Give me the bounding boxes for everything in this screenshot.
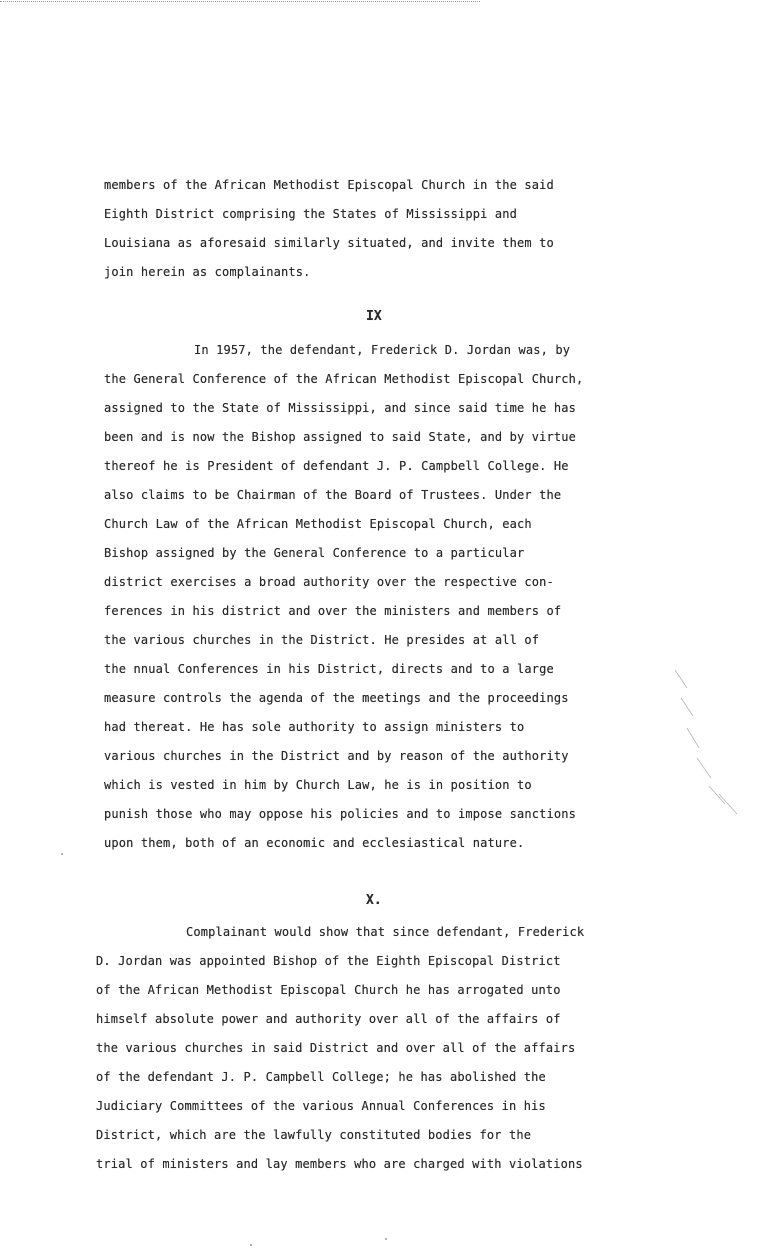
text-line: the General Conference of the African Methodist Episcopal Church,	[104, 372, 584, 386]
text-line: the various churches in the District. He presides at all of	[104, 633, 540, 647]
text-line: the various churches in said District and over all of the affairs	[96, 1041, 576, 1055]
text-line: punish those who may oppose his policies and to impose sanctions	[104, 807, 576, 821]
text-line: In 1957, the defendant, Frederick D. Jordan was, by	[194, 343, 571, 357]
margin-pencil-mark	[673, 668, 743, 818]
scan-speck	[61, 853, 63, 855]
text-line: had thereat. He has sole authority to assign ministers to	[104, 720, 525, 734]
text-line: himself absolute power and authority over all of the affairs of	[96, 1012, 561, 1026]
text-line: ferences in his district and over the ministers and members of	[104, 604, 562, 618]
section-heading-x: X.	[366, 893, 382, 908]
scan-speck	[250, 1244, 252, 1246]
text-line: measure controls the agenda of the meetings and the proceedings	[104, 691, 569, 705]
text-line: of the defendant J. P. Campbell College; he has abolished the	[96, 1070, 546, 1084]
text-line: Bishop assigned by the General Conference to a particular	[104, 546, 525, 560]
text-line: Judiciary Committees of the various Annual Conferences in his	[96, 1099, 546, 1113]
text-line: upon them, both of an economic and ecclesiastical nature.	[104, 836, 525, 850]
text-line: D. Jordan was appointed Bishop of the Eighth Episcopal District	[96, 954, 561, 968]
text-line: members of the African Methodist Episcopal Church in the said	[104, 178, 554, 192]
section-heading-ix: IX	[366, 309, 382, 324]
text-line: District, which are the lawfully constituted bodies for the	[96, 1128, 532, 1142]
text-line: Louisiana as aforesaid similarly situated, and invite them to	[104, 236, 554, 250]
text-line: assigned to the State of Mississippi, and since said time he has	[104, 401, 576, 415]
text-line: of the African Methodist Episcopal Church he has arrogated unto	[96, 983, 561, 997]
text-line: district exercises a broad authority over the respective con-	[104, 575, 554, 589]
text-line: Church Law of the African Methodist Episcopal Church, each	[104, 517, 532, 531]
text-line: trial of ministers and lay members who are charged with violations	[96, 1157, 583, 1171]
text-line: join herein as complainants.	[104, 265, 311, 279]
text-line: also claims to be Chairman of the Board of Trustees. Under the	[104, 488, 562, 502]
text-line: thereof he is President of defendant J. P. Campbell College. He	[104, 459, 569, 473]
text-line: Complainant would show that since defendant, Frederick	[186, 925, 585, 939]
top-dotted-rule	[0, 1, 480, 2]
text-line: Eighth District comprising the States of Mississippi and	[104, 207, 517, 221]
text-line: the nnual Conferences in his District, directs and to a large	[104, 662, 554, 676]
text-line: been and is now the Bishop assigned to said State, and by virtue	[104, 430, 576, 444]
text-line: various churches in the District and by reason of the authority	[104, 749, 569, 763]
scan-speck	[385, 1238, 387, 1240]
text-line: which is vested in him by Church Law, he is in position to	[104, 778, 532, 792]
